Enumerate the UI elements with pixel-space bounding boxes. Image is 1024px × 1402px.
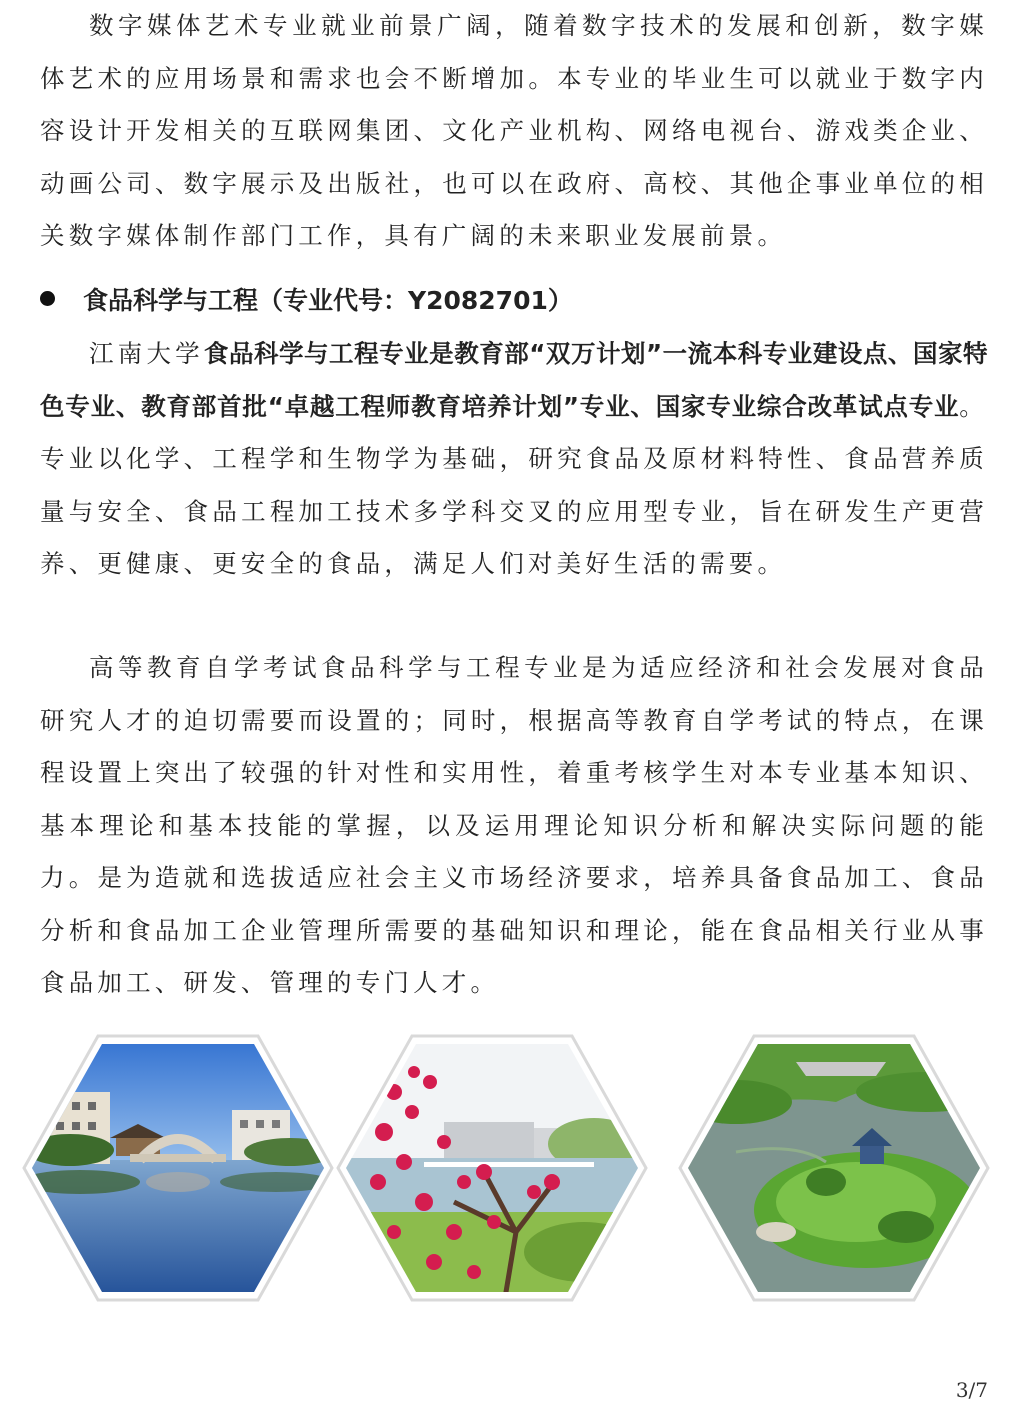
university-name: 江南大学 (89, 339, 204, 368)
major-intro-paragraph (40, 328, 988, 591)
major-description: 。专业以化学、工程学和生物学为基础，研究食品及原材料特性、食品营养质量与安全、食品工程加工技术多学科交叉的应用型专业，旨在研发生产更营养、更健康、更安全的食品，满足人们对美好生活的需要。 (40, 391, 988, 578)
canal-bridge-photo (20, 1032, 336, 1304)
highlight-text: 食品科学与工程专业是教育部“双万计划”一流本科专业建设点、国家特色专业、教育部首批“卓越工程师教育培养计划”专业、国家专业综合改革试点专业 (40, 339, 988, 421)
exam-paragraph: 高等教育自学考试食品科学与工程专业是为适应经济和社会发展对食品研究人才的迫切需要而设置的；同时，根据高等教育自学考试的特点，在课程设置上突出了较强的针对性和实用性，着重考核学生对本专业基本知识、基本理论和基本技能的掌握，以及运用理论知识分析和解决实际问题的能力。是为造就和选拔适应社会主义市场经济要求，培养具备食品加工、食品分析和食品加工企业管理所需要的基础知识和理论，能在食品相关行业从事食品加工、研发、管理的专门人才。 (40, 653, 988, 997)
intro-paragraph: 数字媒体艺术专业就业前景广阔，随着数字技术的发展和创新，数字媒体艺术的应用场景和需求也会不断增加。本专业的毕业生可以就业于数字内容设计开发相关的互联网集团、文化产业机构、网络电视台、游戏类企业、动画公司、数字展示及出版社，也可以在政府、高校、其他企事业单位的相关数字媒体制作部门工作，具有广阔的未来职业发展前景。 (40, 11, 988, 250)
heading-text: 食品科学与工程（专业代号：Y2082701） (83, 286, 573, 315)
bullet-icon (40, 291, 55, 306)
lake-island-photo (676, 1032, 992, 1304)
page-number: 3/7 (955, 1378, 988, 1402)
section-heading (40, 276, 988, 326)
plum-blossom-photo (334, 1032, 650, 1304)
